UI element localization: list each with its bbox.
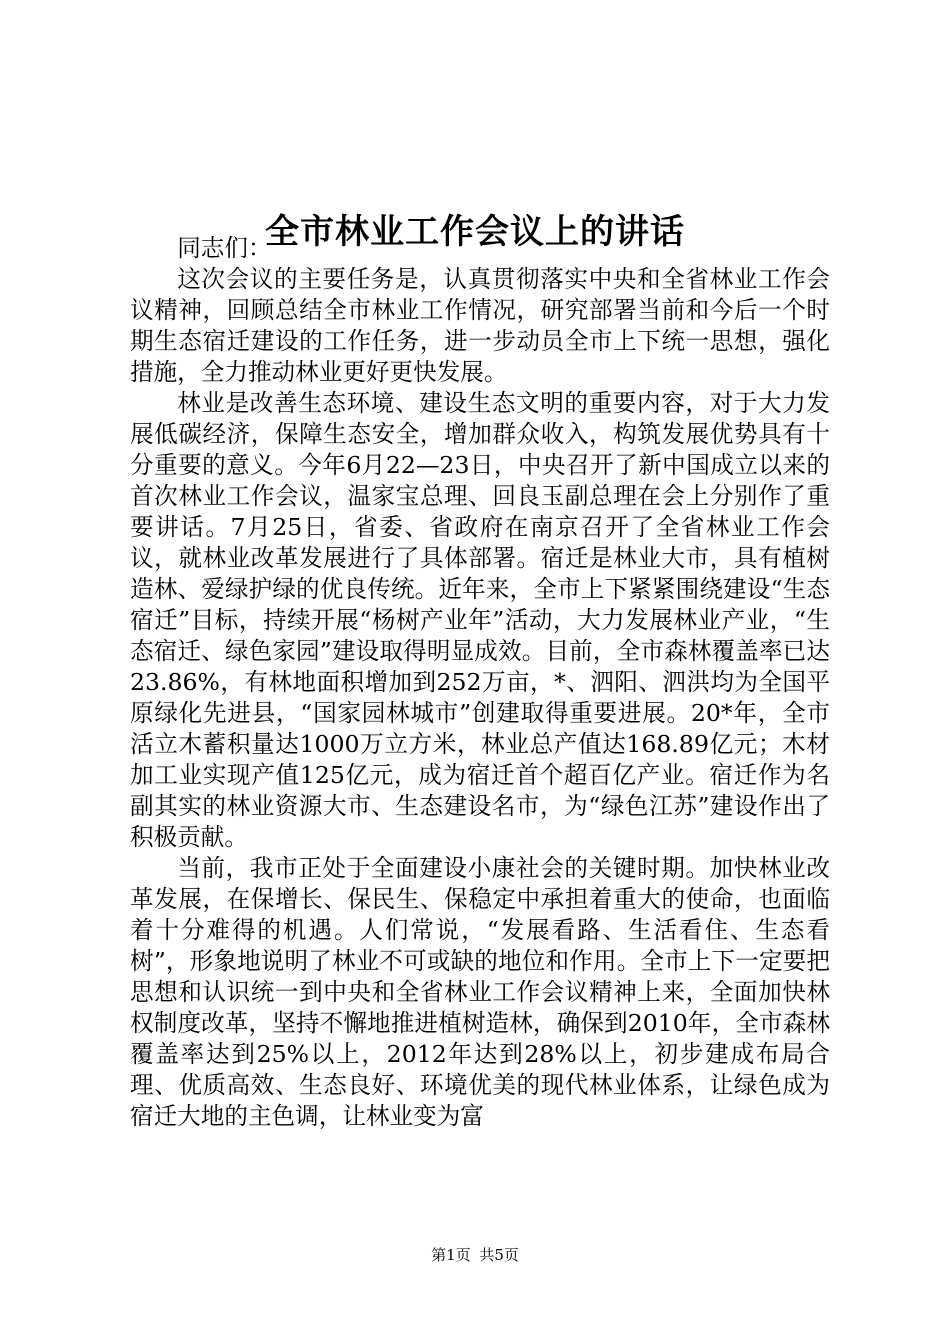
page-number: 第1页: [431, 1246, 471, 1264]
document-body: [130, 233, 830, 1132]
paragraph-3: 当前，我市正处于全面建设小康社会的关键时期。加快林业改革发展，在保增长、保民生、保稳定中承担着重大的使命，也面临着十分难得的机遇。人们常说，“发展看路、生活看住、生态看树”，形象地说明了林业不可或缺的地位和作用。全市上下一定要把思想和认识统一到中央和全省林业工作会议精神上来，全面加快林权制度改革，坚持不懈地推进植树造林，确保到2010年，全市森林覆盖率达到25%以上，2012年达到28%以上，初步建成布局合理、优质高效、生态良好、环境优美的现代林业体系，让绿色成为宿迁大地的主色调，让林业变为富: [130, 854, 830, 1130]
paragraph-2: 林业是改善生态环境、建设生态文明的重要内容，对于大力发展低碳经济，保障生态安全，增加群众收入，构筑发展优势具有十分重要的意义。今年6月22—23日，中央召开了新中国成立以来的首次林业工作会议，温家宝总理、回良玉副总理在会上分别作了重要讲话。7月25日，省委、省政府在南京召开了全省林业工作会议，就林业改革发展进行了具体部署。宿迁是林业大市，具有植树造林、爱绿护绿的优良传统。近年来，全市上下紧紧围绕建设“生态宿迁”目标，持续开展“杨树产业年”活动，大力发展林业产业，“生态宿迁、绿色家园”建设取得明显成效。目前，全市森林覆盖率已达23.86%，有林地面积增加到252万亩，*、泗阳、泗洪均为全国平原绿化先进县，“国家园林城市”创建取得重要进展。20*年，全市活立木蓄积量达1000万立方米，林业总产值达168.89亿元；木材加工业实现产值125亿元，成为宿迁首个超百亿产业。宿迁作为名副其实的林业资源大市、生态建设名市，为“绿色江苏”建设作出了积极贡献。: [130, 389, 830, 851]
paragraph-1: 这次会议的主要任务是，认真贯彻落实中央和全省林业工作会议精神，回顾总结全市林业工作情况，研究部署当前和今后一个时期生态宿迁建设的工作任务，进一步动员全市上下统一思想，强化措施，全力推动林业更好更快发展。: [130, 265, 830, 386]
document-title: 全市林业工作会议上的讲话: [265, 211, 685, 252]
salutation: 同志们：: [177, 234, 272, 262]
page-footer: [0, 1245, 950, 1265]
page-total: 共5页: [479, 1246, 519, 1264]
